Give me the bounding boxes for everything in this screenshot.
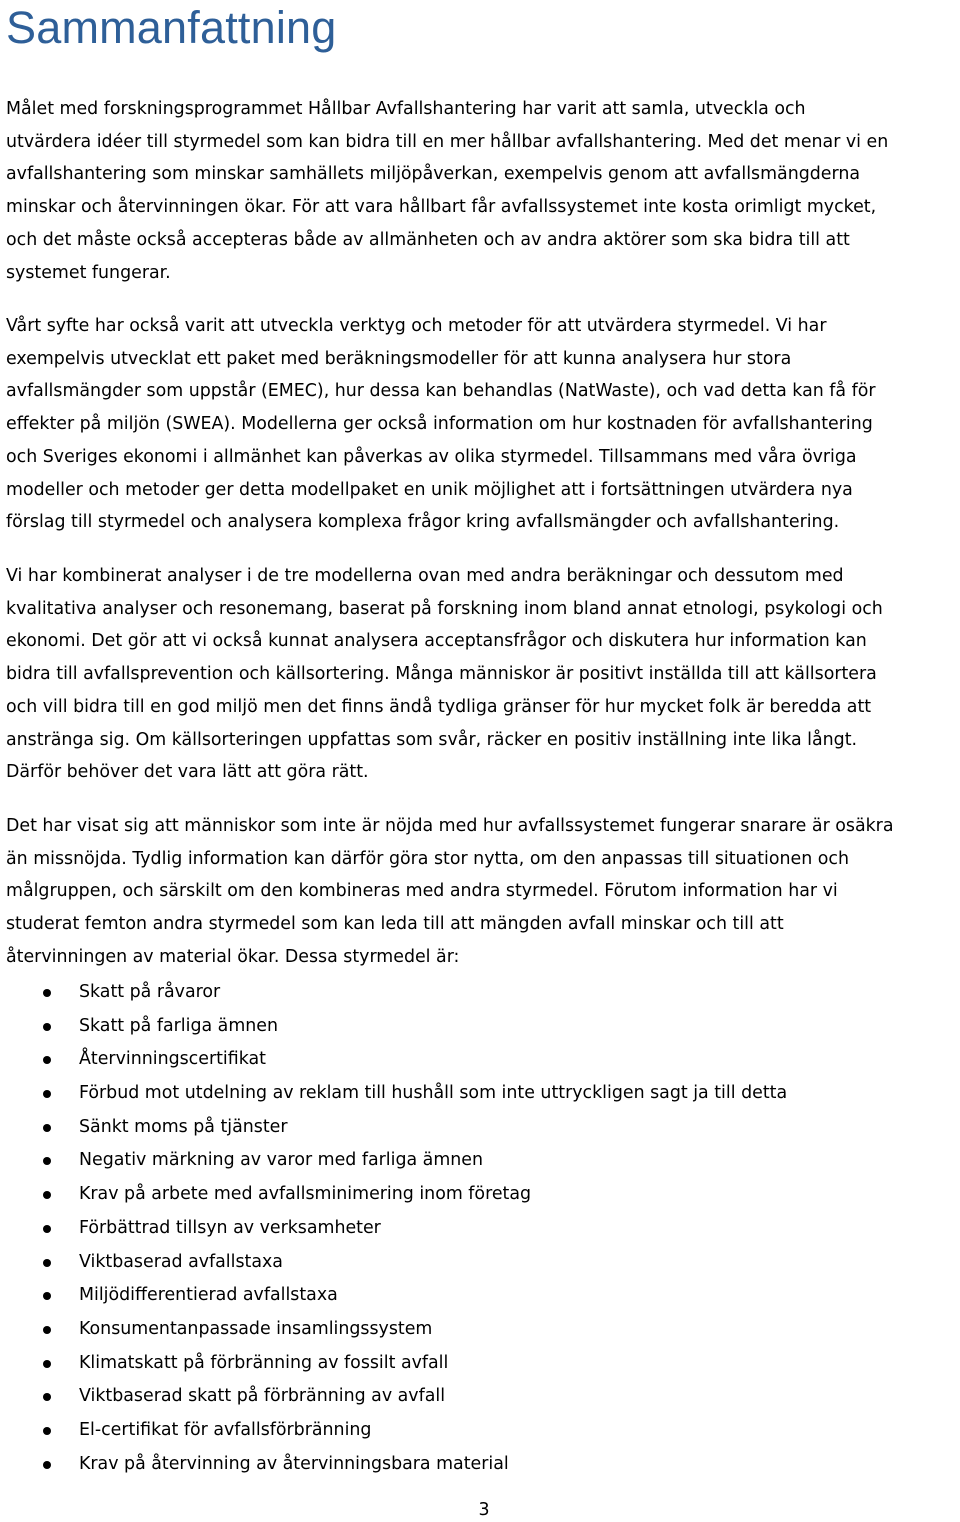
list-item xyxy=(0,1347,960,1381)
bullet-icon xyxy=(43,1225,51,1233)
bullet-icon xyxy=(43,1023,51,1031)
text-line: Målet med forskningsprogrammet Hållbar Avfallshantering har varit att samla, utveckla och xyxy=(6,99,806,119)
list-item-text: Klimatskatt på förbränning av fossilt avfall xyxy=(79,1352,449,1373)
bullet-icon xyxy=(43,1393,51,1401)
bullet-icon xyxy=(43,1326,51,1334)
bullet-list xyxy=(0,976,960,1481)
text-line: återvinningen av material ökar. Dessa styrmedel är: xyxy=(6,946,460,967)
bullet-icon xyxy=(43,1157,51,1165)
text-line: kvalitativa analyser och resonemang, baserat på forskning inom bland annat etnologi, psykologi och xyxy=(6,598,883,619)
text-line: Det har visat sig att människor som inte är nöjda med hur avfallssystemet fungerar snarare är osäkra xyxy=(6,816,894,836)
list-item xyxy=(0,1380,960,1414)
text-line: anstränga sig. Om källsorteringen uppfattas som svår, räcker en positiv inställning inte lika långt. xyxy=(6,729,858,750)
list-item-text: Förbättrad tillsyn av verksamheter xyxy=(79,1217,381,1238)
text-line: och Sveriges ekonomi i allmänhet kan påverkas av olika styrmedel. Tillsammans med våra övriga xyxy=(6,446,857,467)
bullet-icon xyxy=(43,1056,51,1064)
text-line: ekonomi. Det gör att vi också kunnat analysera acceptansfrågor och diskutera hur information kan xyxy=(6,631,867,652)
text-line: och det måste också accepteras både av allmänheten och av andra aktörer som ska bidra till att xyxy=(6,229,850,250)
list-item-text: Återvinningscertifikat xyxy=(79,1049,266,1070)
paragraph-1 xyxy=(6,93,958,289)
bullet-icon xyxy=(43,1360,51,1368)
list-item xyxy=(0,1144,960,1178)
paragraph-4 xyxy=(6,810,958,974)
list-item xyxy=(0,1077,960,1111)
text-line: exempelvis utvecklat ett paket med beräkningsmodeller för att kunna analysera hur stora xyxy=(6,348,792,369)
text-line: effekter på miljön (SWEA). Modellerna ger också information om hur kostnaden för avfallshantering xyxy=(6,414,873,435)
bullet-icon xyxy=(43,1124,51,1132)
list-item-text: Skatt på råvaror xyxy=(79,982,221,1002)
text-line: studerat femton andra styrmedel som kan leda till att mängden avfall minskar och till att xyxy=(6,914,784,935)
bullet-icon xyxy=(43,989,51,997)
text-line: minskar och återvinningen ökar. För att vara hållbart får avfallssystemet inte kosta orimligt mycket, xyxy=(6,197,877,218)
list-item xyxy=(0,1279,960,1313)
text-line: än missnöjda. Tydlig information kan därför göra stor nytta, om den anpassas till situationen och xyxy=(6,848,850,869)
list-item xyxy=(0,976,960,1010)
bullet-icon xyxy=(43,1461,51,1469)
list-item xyxy=(0,1010,960,1044)
bullet-icon xyxy=(43,1090,51,1098)
list-item xyxy=(0,1313,960,1347)
text-line: målgruppen, och särskilt om den kombineras med andra styrmedel. Förutom information har vi xyxy=(6,881,838,902)
text-line: Därför behöver det vara lätt att göra rätt. xyxy=(6,762,369,783)
text-line: och vill bidra till en god miljö men det finns ändå tydliga gränser för hur mycket folk är beredda att xyxy=(6,696,872,717)
bullet-icon xyxy=(43,1259,51,1267)
list-item xyxy=(0,1212,960,1246)
text-line: Vårt syfte har också varit att utveckla verktyg och metoder för att utvärdera styrmedel. Vi har xyxy=(6,316,827,336)
text-line: förslag till styrmedel och analysera komplexa frågor kring avfallsmängder och avfallshantering. xyxy=(6,512,840,533)
list-item xyxy=(0,1246,960,1280)
list-item xyxy=(0,1414,960,1448)
page-title: Sammanfattning xyxy=(6,2,337,53)
text-line: Vi har kombinerat analyser i de tre modellerna ovan med andra beräkningar och dessutom med xyxy=(6,566,844,586)
list-item-text: Krav på återvinning av återvinningsbara material xyxy=(79,1453,509,1474)
list-item-text: Krav på arbete med avfallsminimering inom företag xyxy=(79,1184,532,1205)
text-line: bidra till avfallsprevention och källsortering. Många människor är positivt inställda till att källsortera xyxy=(6,664,877,685)
list-item-text: Miljödifferentierad avfallstaxa xyxy=(79,1285,338,1306)
bullet-icon xyxy=(43,1427,51,1435)
text-line: avfallshantering som minskar samhällets miljöpåverkan, exempelvis genom att avfallsmängderna xyxy=(6,164,861,185)
list-item xyxy=(0,1043,960,1077)
list-item-text: Konsumentanpassade insamlingssystem xyxy=(79,1318,433,1339)
list-item-text: Viktbaserad skatt på förbränning av avfall xyxy=(79,1386,446,1407)
list-item-text: Förbud mot utdelning av reklam till hushåll som inte uttryckligen sagt ja till detta xyxy=(79,1083,788,1104)
paragraph-2 xyxy=(6,310,958,539)
list-item-text: Viktbaserad avfallstaxa xyxy=(79,1251,283,1272)
paragraph-3 xyxy=(6,560,958,789)
text-line: avfallsmängder som uppstår (EMEC), hur dessa kan behandlas (NatWaste), och vad detta kan få för xyxy=(6,381,876,402)
list-item-text: Skatt på farliga ämnen xyxy=(79,1015,279,1036)
text-line: systemet fungerar. xyxy=(6,262,171,283)
text-line: utvärdera idéer till styrmedel som kan bidra till en mer hållbar avfallshantering. Med det menar vi en xyxy=(6,131,889,152)
list-item xyxy=(0,1178,960,1212)
list-item xyxy=(0,1111,960,1145)
list-item-text: Negativ märkning av varor med farliga ämnen xyxy=(79,1150,484,1171)
bullet-icon xyxy=(43,1292,51,1300)
list-item xyxy=(0,1448,960,1482)
page-number: 3 xyxy=(478,1500,490,1520)
list-item-text: Sänkt moms på tjänster xyxy=(79,1116,288,1137)
text-line: modeller och metoder ger detta modellpaket en unik möjlighet att i fortsättningen utvärdera nya xyxy=(6,479,853,500)
bullet-icon xyxy=(43,1191,51,1199)
list-item-text: El-certifikat för avfallsförbränning xyxy=(79,1419,372,1440)
